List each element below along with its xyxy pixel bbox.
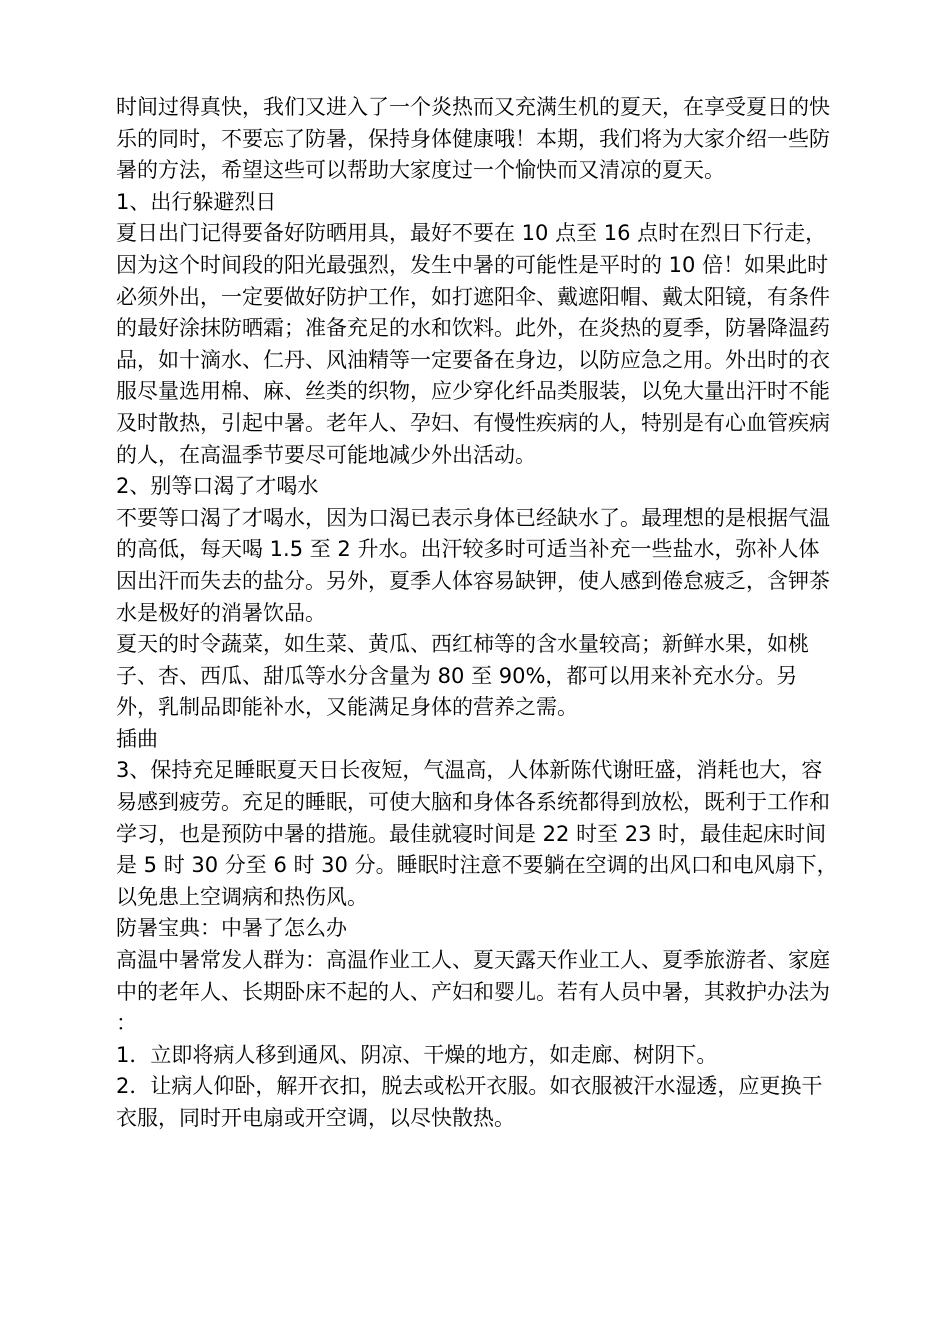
document-page <box>116 92 838 1135</box>
rescue-step-1: 1．立即将病人移到通风、阴凉、干燥的地方，如走廊、树阴下。 <box>116 1042 718 1067</box>
guide-heading: 防暑宝典：中暑了怎么办 <box>116 916 347 941</box>
section-heading-2: 2、别等口渴了才喝水 <box>116 474 319 499</box>
section-2-paragraph-2: 夏天的时令蔬菜，如生菜、黄瓜、西红柿等的含水量较高；新鲜水果，如桃子、杏、西瓜、甜瓜等水分含量为 80 至 90%，都可以用来补充水分。另外，乳制品即能补水，又能满足身体的营养之需。 <box>116 632 809 720</box>
section-3-paragraph: 3、保持充足睡眠夏天日长夜短，气温高，人体新陈代谢旺盛，消耗也大，容易感到疲劳。充足的睡眠，可使大脑和身体各系统都得到放松，既利于工作和学习，也是预防中暑的措施。最佳就寝时间是 22 时至 23 时，最佳起床时间是 5 时 30 分至 6 时 30 分。睡眠时注意不要躺在空调的出风口和电风扇下，以免患上空调病和热伤风。 <box>116 758 838 909</box>
interlude-heading: 插曲 <box>116 726 158 751</box>
rescue-step-2: 2．让病人仰卧，解开衣扣，脱去或松开衣服。如衣服被汗水湿透，应更换干衣服，同时开电扇或开空调，以尽快散热。 <box>116 1074 823 1130</box>
guide-paragraph: 高温中暑常发人群为：高温作业工人、夏天露天作业工人、夏季旅游者、家庭中的老年人、长期卧床不起的人、产妇和婴儿。若有人员中暑，其救护办法为 ： <box>116 948 830 1036</box>
section-1-paragraph: 夏日出门记得要备好防晒用具，最好不要在 10 点至 16 点时在烈日下行走，因为这个时间段的阳光最强烈，发生中暑的可能性是平时的 10 倍！如果此时必须外出，一定要做好防护工作，如打遮阳伞、戴遮阳帽、戴太阳镜，有条件的最好涂抹防晒霜；准备充足的水和饮料。此外，在炎热的夏季，防暑降温药品，如十滴水、仁丹、风油精等一定要备在身边，以防应急之用。外出时的衣服尽量选用棉、麻、丝类的织物，应少穿化纤品类服装，以免大量出汗时不能及时散热，引起中暑。老年人、孕妇、有慢性疾病的人，特别是有心血管疾病的人，在高温季节要尽可能地减少外出活动。 <box>116 221 830 467</box>
intro-paragraph: 时间过得真快，我们又进入了一个炎热而又充满生机的夏天，在享受夏日的快乐的同时，不要忘了防暑，保持身体健康哦！本期，我们将为大家介绍一些防暑的方法，希望这些可以帮助大家度过一个愉快而又清凉的夏天。 <box>116 95 830 183</box>
section-heading-1: 1、出行躲避烈日 <box>116 189 277 214</box>
section-2-paragraph: 不要等口渴了才喝水，因为口渴已表示身体已经缺水了。最理想的是根据气温的高低，每天喝 1.5 至 2 升水。出汗较多时可适当补充一些盐水，弥补人体因出汗而失去的盐分。另外，夏季人体容易缺钾，使人感到倦怠疲乏，含钾茶水是极好的消暑饮品。 <box>116 505 830 625</box>
